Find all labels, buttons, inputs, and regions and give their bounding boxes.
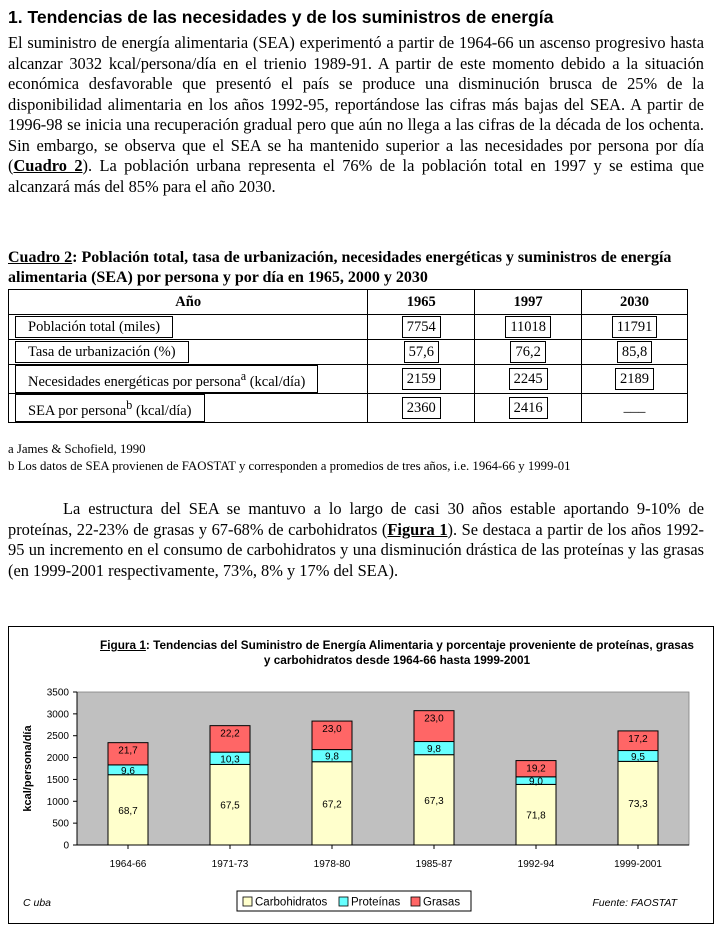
cell-value: 11018 (505, 316, 551, 338)
row-label-text: Tasa de urbanización (%) (15, 341, 189, 363)
paragraph-1-text-after: ). La población urbana representa el 76% de la población total en 1997 y se estima que alcanzará más del 85% para el año 2030. (8, 156, 704, 196)
x-tick-label: 1971-73 (211, 859, 249, 870)
paragraph-2-text: La estructura del SEA se mantuvo a lo largo de casi 30 años estable aportando 9-10% de proteínas, 22-23% de grasas y 67-68% de carbohidratos ( (8, 499, 704, 539)
table-note-a: a James & Schofield, 1990 (8, 442, 146, 456)
row-label-unit: (kcal/día) (132, 402, 192, 419)
y-axis-label: kcal/persona/día (22, 725, 34, 812)
y-tick-label: 1000 (46, 796, 69, 808)
legend-entry: Proteínas (351, 896, 401, 909)
cell-value: 76,2 (510, 341, 545, 363)
data-label: 9,8 (325, 751, 339, 763)
legend-swatch (411, 897, 420, 906)
table-cell (475, 315, 582, 340)
y-tick-label: 2500 (46, 731, 69, 743)
y-tick-label: 3000 (46, 709, 69, 721)
table-row (9, 340, 688, 365)
stacked-bar-chart (9, 627, 713, 923)
data-label: 71,8 (526, 810, 546, 822)
row-label (9, 340, 368, 365)
data-label: 21,7 (118, 745, 138, 757)
data-label: 23,0 (322, 724, 342, 736)
legend-entry: Grasas (423, 896, 461, 909)
section-title: 1. Tendencias de las necesidades y de los suministros de energía (8, 7, 554, 27)
cell-value: 11791 (612, 316, 658, 338)
cell-value: 2159 (402, 368, 441, 390)
y-tick-label: 0 (63, 840, 69, 852)
row-label-main: SEA por persona (28, 402, 127, 419)
data-label: 22,2 (220, 728, 240, 740)
figure-1 (8, 626, 714, 924)
y-tick-label: 500 (52, 818, 69, 830)
paragraph-2 (8, 499, 704, 581)
figure-label: Figura 1 (100, 638, 146, 652)
legend-swatch (339, 897, 348, 906)
figure-title-text: : Tendencias del Suministro de Energía Alimentaria y porcentaje proveniente de proteínas, grasas y carbohidratos desde 1964-66 hasta 1999-2001 (145, 638, 694, 667)
paragraph-2-text-after: ). Se destaca a partir de los años 1992-95 un incremento en el consumo de carbohidratos y una disminución drástica de las proteínas y las grasas (en 1999-2001 respectivamente, 73%, 8% y 17% del SEA). (8, 519, 704, 580)
table-caption (8, 248, 708, 287)
plot-area (77, 692, 689, 845)
table-note-b: b Los datos de SEA provienen de FAOSTAT y corresponden a promedios de tres años, i.e. 1964-66 y 1999-01 (8, 459, 571, 473)
table-header-row (9, 290, 688, 315)
table-cell (582, 315, 688, 340)
row-label-unit: (kcal/día) (246, 373, 306, 390)
data-label: 9,5 (631, 751, 645, 763)
figura-1-link[interactable]: Figura 1 (387, 519, 448, 539)
cell-value: 2189 (615, 368, 654, 390)
cell-value: ___ (623, 399, 646, 416)
x-tick-label: 1978-80 (313, 859, 351, 870)
data-label: 19,2 (526, 763, 546, 775)
header-year: Año (9, 290, 368, 315)
footnote-marker: a (240, 369, 247, 383)
row-label (9, 315, 368, 340)
data-label: 23,0 (424, 713, 444, 725)
header-1997: 1997 (475, 290, 582, 315)
row-label-text (15, 365, 318, 393)
data-label: 9,0 (529, 776, 543, 788)
table-row (9, 365, 688, 394)
table-cell (475, 393, 582, 422)
legend-entry: Carbohidratos (255, 896, 328, 909)
row-label-main: Necesidades energéticas por persona (28, 373, 241, 390)
x-tick-label: 1999-2001 (614, 859, 662, 870)
row-label (9, 365, 368, 394)
table-caption-label: Cuadro 2 (8, 249, 73, 266)
table-caption-text: : Población total, tasa de urbanización, necesidades energéticas y suministros de energía alimentaria (SEA) por persona y por día en 1965, 2000 y 2030 (8, 249, 672, 286)
x-tick-label: 1985-87 (415, 859, 453, 870)
y-tick-label: 3500 (46, 687, 69, 699)
data-label: 9,8 (427, 744, 441, 756)
x-tick-label: 1992-94 (517, 859, 555, 870)
cell-value: 2245 (509, 368, 548, 390)
y-tick-label: 2000 (46, 753, 69, 765)
row-label-text: Población total (miles) (15, 316, 173, 338)
data-label: 67,5 (220, 800, 240, 812)
y-tick-label: 1500 (46, 774, 69, 786)
table-cell (475, 365, 582, 394)
cell-value: 85,8 (617, 341, 652, 363)
row-label-text (15, 394, 205, 422)
data-label: 9,6 (121, 765, 135, 777)
cell-value: 57,6 (404, 341, 439, 363)
table-cell (582, 393, 688, 422)
table-cell (368, 315, 475, 340)
table-cell (368, 393, 475, 422)
cuadro-2-link[interactable]: Cuadro 2 (13, 156, 83, 175)
data-label: 73,3 (628, 799, 648, 811)
data-label: 10,3 (220, 754, 240, 766)
data-table (8, 289, 688, 423)
footnote-marker: b (126, 397, 133, 412)
paragraph-1 (8, 33, 704, 197)
legend-swatch (243, 897, 252, 906)
figure-source: Fuente: FAOSTAT (592, 897, 677, 909)
data-label: 17,2 (628, 733, 648, 745)
table-cell (368, 340, 475, 365)
table-row (9, 393, 688, 422)
table-row (9, 315, 688, 340)
cell-value: 2416 (509, 397, 548, 419)
table-cell (582, 365, 688, 394)
data-label: 68,7 (118, 805, 138, 817)
row-label (9, 393, 368, 422)
table-cell (475, 340, 582, 365)
x-tick-label: 1964-66 (109, 859, 147, 870)
cell-value: 7754 (402, 316, 441, 338)
cell-value: 2360 (402, 397, 441, 419)
table-cell (582, 340, 688, 365)
table-cell (368, 365, 475, 394)
figure-country: C uba (23, 897, 52, 909)
header-2030: 2030 (582, 290, 688, 315)
data-label: 67,2 (322, 799, 342, 811)
header-1965: 1965 (368, 290, 475, 315)
data-label: 67,3 (424, 795, 444, 807)
paragraph-1-text: El suministro de energía alimentaria (SEA) experimentó a partir de 1964-66 un ascenso progresivo hasta alcanzar 3032 kcal/persona/día en el trienio 1989-91. A partir de este momento debido a la situación económica desfavorable que presentó el país se produce una disminución brusca de 25% de la disponibilidad alimentaria en los años 1992-95, reportándose las cifras más bajas del SEA. A partir de 1996-98 se inicia una recuperación gradual pero que aún no llega a las cifras de la década de los ochenta. Sin embargo, se observa que el SEA se ha mantenido superior a las necesidades por persona por día ( (8, 33, 704, 175)
